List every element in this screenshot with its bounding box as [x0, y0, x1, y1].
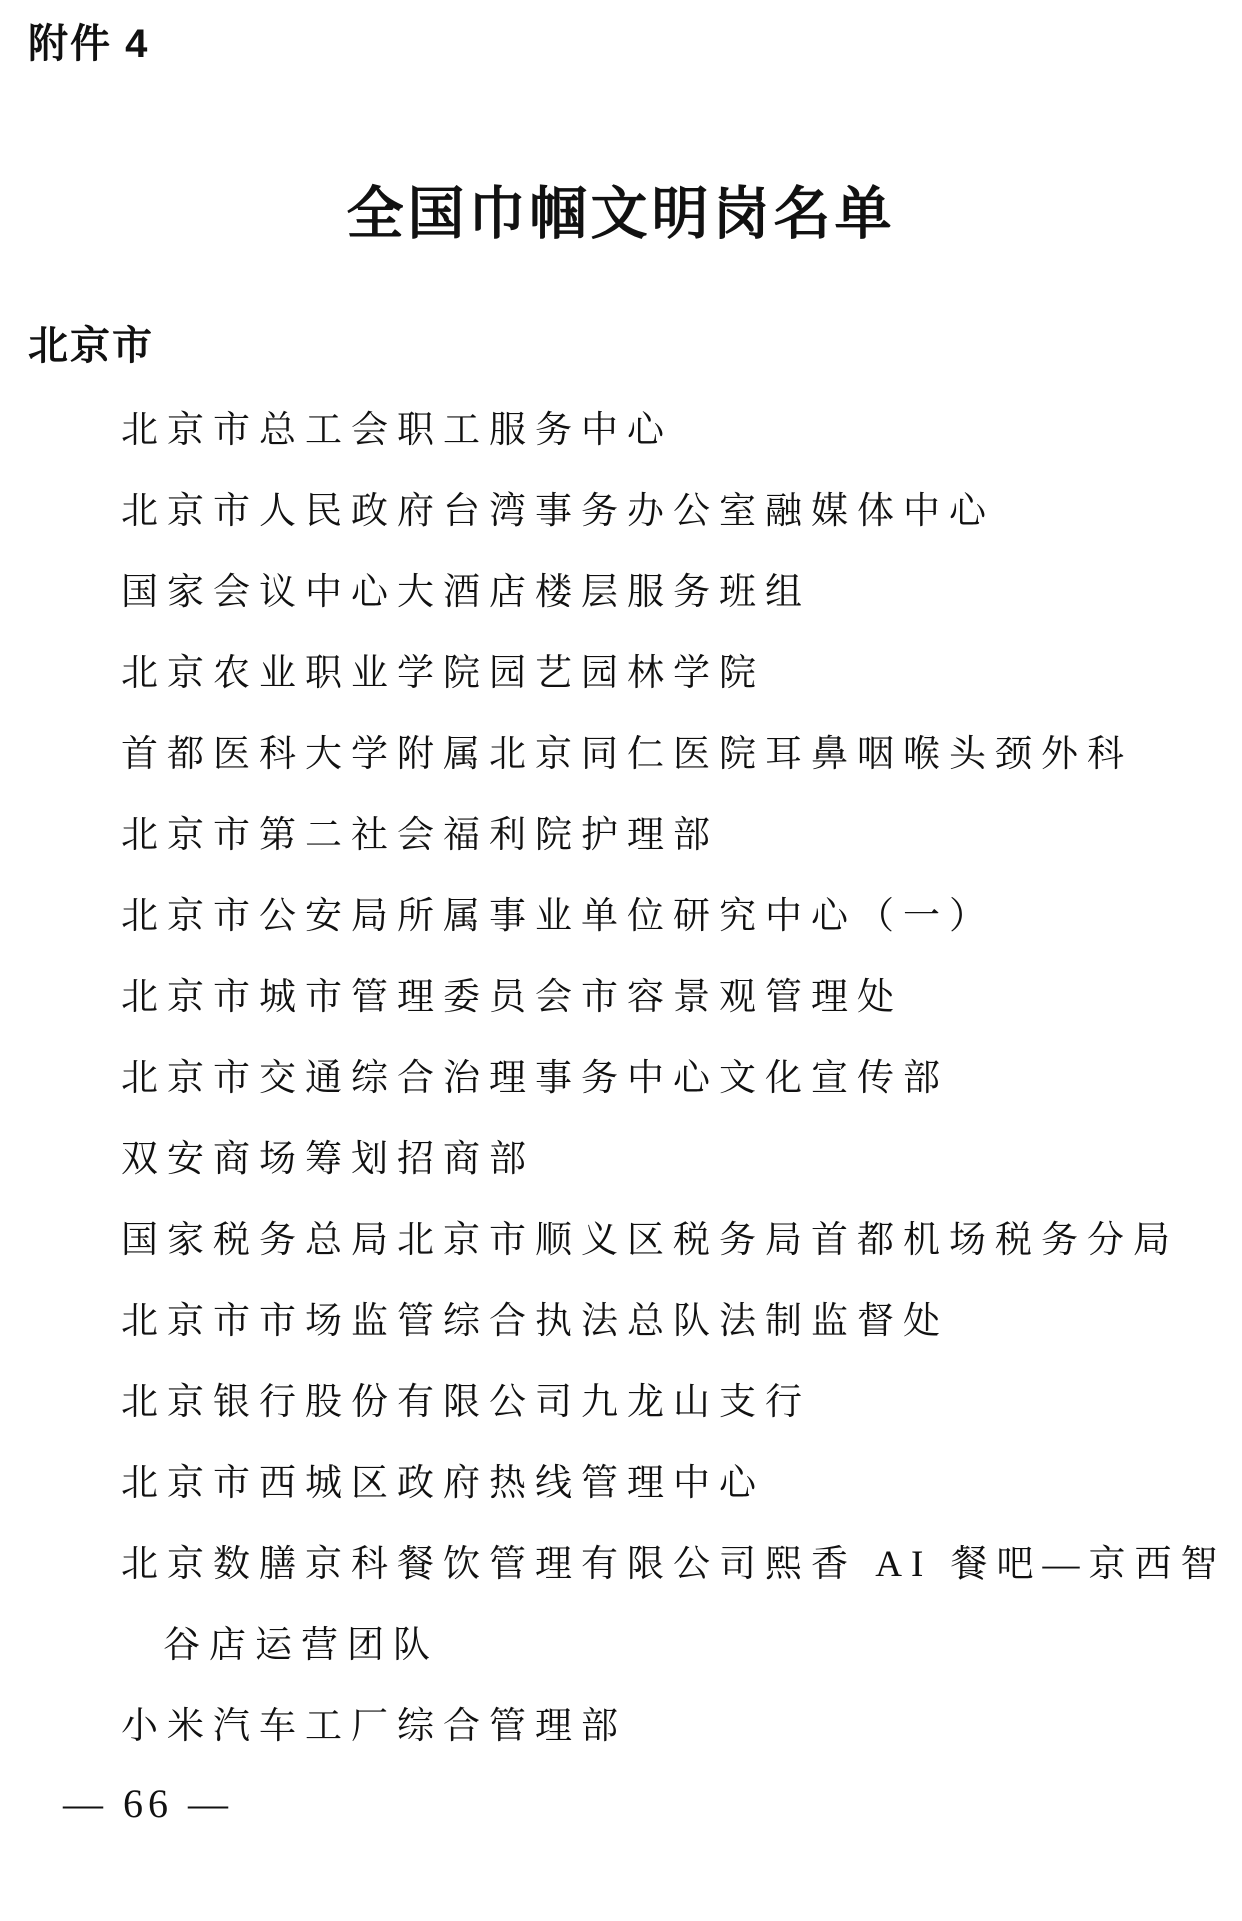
list-item: 双安商场筹划招商部 [121, 1139, 535, 1180]
page-title: 全国巾帼文明岗名单 [346, 183, 896, 246]
list-item: 北京数膳京科餐饮管理有限公司熙香 AI 餐吧—京西智 [121, 1544, 1227, 1585]
attachment-label: 附件 4 [28, 22, 150, 66]
list-item: 国家会议中心大酒店楼层服务班组 [121, 572, 811, 613]
list-item: 北京市第二社会福利院护理部 [121, 815, 719, 856]
list-item: 北京市市场监管综合执法总队法制监督处 [121, 1301, 949, 1342]
list-item: 谷店运营团队 [163, 1625, 439, 1666]
list-item: 北京市交通综合治理事务中心文化宣传部 [121, 1058, 949, 1099]
list-item: 北京农业职业学院园艺园林学院 [121, 653, 765, 694]
list-item: 北京银行股份有限公司九龙山支行 [121, 1382, 811, 1423]
list-item: 小米汽车工厂综合管理部 [121, 1706, 627, 1747]
section-heading-beijing: 北京市 [28, 324, 154, 368]
list-item: 北京市城市管理委员会市容景观管理处 [121, 977, 903, 1018]
list-item: 北京市总工会职工服务中心 [121, 410, 673, 451]
list-item: 首都医科大学附属北京同仁医院耳鼻咽喉头颈外科 [121, 734, 1133, 775]
list-item: 北京市西城区政府热线管理中心 [121, 1463, 765, 1504]
list-item: 北京市公安局所属事业单位研究中心（一） [121, 896, 995, 937]
list-item: 国家税务总局北京市顺义区税务局首都机场税务分局 [121, 1220, 1179, 1261]
page-number: — 66 — [63, 1781, 233, 1826]
list-item: 北京市人民政府台湾事务办公室融媒体中心 [121, 491, 995, 532]
org-list [121, 390, 1227, 1767]
